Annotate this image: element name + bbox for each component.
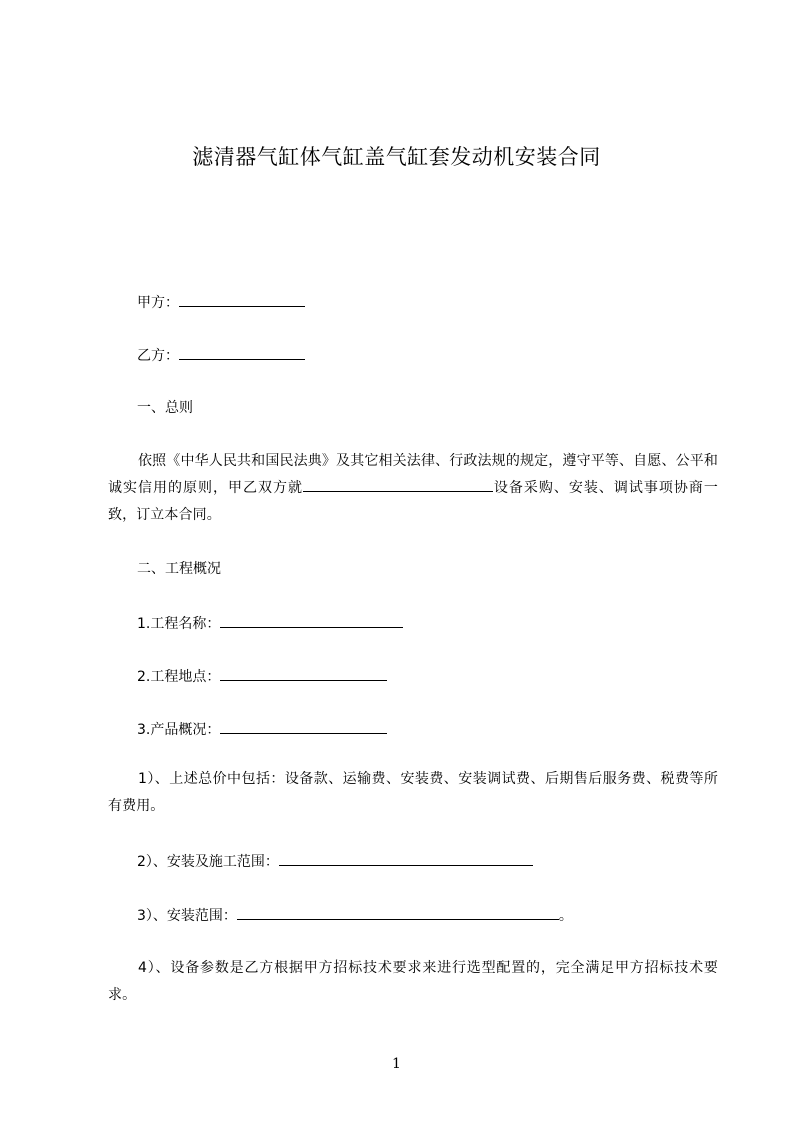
section1-para-part1: 依照《中华人民共和国民法典》及其它相关法律、行政法规的规定，遵守平等、自愿、公平和诚实信用的原则，甲乙双方就: [108, 453, 718, 496]
project-location-label: 2.工程地点：: [137, 669, 221, 685]
page-number: 1: [392, 1056, 401, 1072]
product-overview-blank: [220, 718, 387, 734]
project-name-blank: [220, 612, 403, 628]
item3-label: 3）、安装范围：: [137, 908, 237, 924]
document-title: 滤清器气缸体气缸盖气缸套发动机安装合同: [192, 145, 601, 169]
project-name-label: 1.工程名称：: [137, 616, 221, 632]
item1-paragraph: 1）、上述总价中包括：设备款、运输费、安装费、安装调试费、后期售后服务费、税费等所有费用。: [108, 771, 718, 814]
item2-label: 2）、安装及施工范围：: [137, 854, 279, 870]
item2-blank: [279, 850, 533, 866]
party-b-blank: [179, 344, 305, 360]
section1-heading: 一、总则: [137, 400, 193, 416]
product-overview-line: [137, 718, 387, 740]
product-overview-label: 3.产品概况：: [137, 722, 221, 738]
item3-line: [137, 904, 573, 926]
item2-line: [137, 850, 533, 872]
party-a-blank: [179, 291, 305, 307]
item4-paragraph: 4）、设备参数是乙方根据甲方招标技术要求来进行选型配置的，完全满足甲方招标技术要求。: [108, 960, 718, 1003]
section1-para-part2: 设备采购、安装、调试事项协商一致，订立本合同。: [108, 480, 718, 523]
item3-suffix: 。: [558, 908, 573, 924]
section1-paragraph: [108, 448, 718, 529]
project-blank: [303, 476, 493, 492]
section2-heading: 二、工程概况: [137, 561, 221, 577]
party-b-line: [137, 344, 305, 366]
project-name-line: [137, 612, 403, 634]
party-a-label: 甲方：: [137, 295, 179, 311]
item3-blank: [237, 904, 559, 920]
project-location-blank: [220, 665, 387, 681]
project-location-line: [137, 665, 387, 687]
party-a-line: [137, 291, 305, 313]
party-b-label: 乙方：: [137, 348, 179, 364]
